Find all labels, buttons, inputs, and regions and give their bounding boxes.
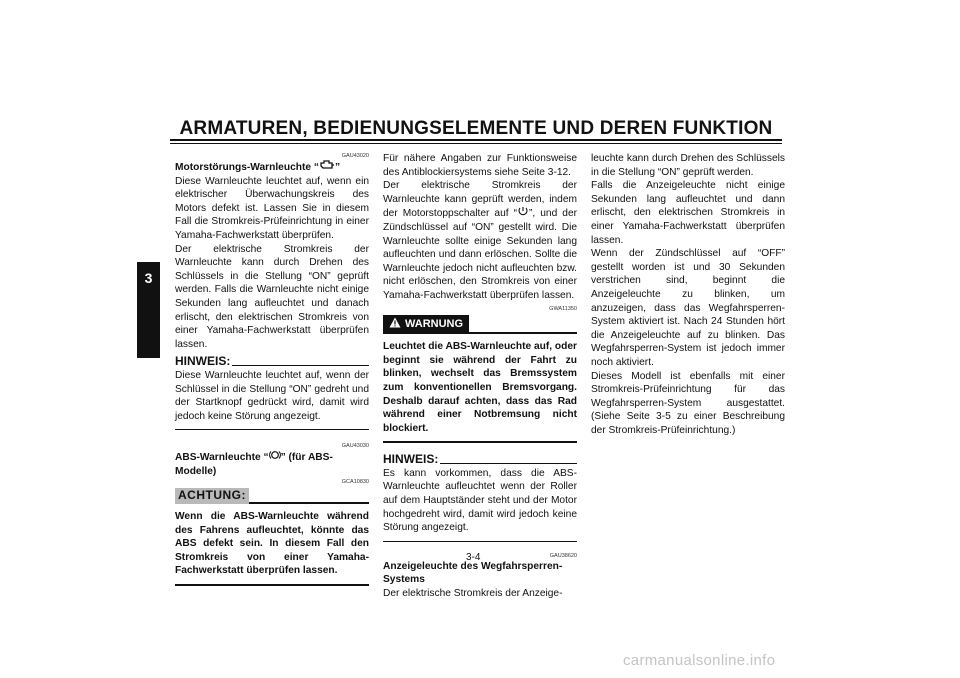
achtung-text: Wenn die ABS-Warnleuchte während des Fahrens aufleuchtet, könnte das ABS defekt sein. In diesem Fall den Stromkreis von einer Yamaha-Fachwerkstatt überprüfen lassen. [175, 511, 369, 577]
title-rule [170, 139, 782, 141]
achtung-header [175, 488, 369, 504]
page-number: 3-4 [466, 552, 481, 563]
hinweis-rule [440, 463, 577, 464]
achtung-rule [249, 502, 369, 504]
reference-code: GAU43020 [341, 153, 369, 159]
engine-icon [319, 160, 335, 175]
run-switch-icon [517, 206, 529, 221]
page-title: ARMATUREN, BEDIENUNGSELEMENTE UND DEREN FUNKTION [179, 118, 773, 139]
paragraph: Diese Warnleuchte leuchtet auf, wenn ein elektrischer Überwachungskreis des Motors defekt ist. Lassen Sie in diesem Fall die Stromkreis-Prüfeinrichtung in einer Yamaha-Fachwerkstatt überprüfen. [175, 175, 369, 241]
achtung-badge: ACHTUNG: [175, 488, 249, 504]
warning-triangle-icon [389, 317, 401, 333]
chapter-tab: 3 [137, 262, 160, 358]
reference-code: GAU38620 [549, 552, 577, 559]
section-heading-immobilizer: Anzeigeleuchte des Wegfahrsperren-Systems [383, 560, 563, 586]
paragraph: Wenn der Zündschlüssel auf “OFF” gestellt worden ist und 30 Sekunden verstrichen sind, beginnt die Anzeigeleuchte zu blinken, um anzuzeigen, dass das Wegfahrsperren-System aktiviert ist. Nach 24 Stunden hört die Anzeigeleuchte auf zu blinken. Das Wegfahrsperren-System ist jedoch immer noch aktiviert. [591, 248, 785, 368]
hinweis-header [383, 453, 577, 467]
paragraph-text-end: ”, und der Zündschlüssel auf “ON” gestellt wird. Die Warnleuchte sollte einige Sekunden lang aufleuchten und dann erlöschen. Sollte die Warnleuchte jedoch nicht aufleuchten bzw. nicht erlöschen, den Stromkreis von einer Yamaha-Fachwerkstatt überprüfen lassen. [383, 208, 577, 301]
warnung-badge [383, 315, 469, 335]
warnung-header [383, 315, 577, 335]
heading-text-end: ” [334, 161, 341, 173]
paragraph: Der elektrische Stromkreis der Warnleuchte kann durch Drehen des Schlüssels in die Stellung “ON” geprüft werden. Falls die Warnleuchte nicht einige Sekunden lang aufleuchtet und danach erlischt, den elektrischen Stromkreis von einer Yamaha-Fachwerkstatt überprüfen lassen. [175, 243, 369, 350]
column-2 [383, 152, 577, 601]
paragraph: Dieses Modell ist ebenfalls mit einer Stromkreis-Prüfeinrichtung für das Wegfahrsperren-System ausgestattet. (Siehe Seite 3-5 zu einer Beschreibung der Stromkreis-Prüfeinrichtung.) [591, 370, 785, 436]
achtung-end-rule [175, 584, 369, 586]
warnung-rule [469, 332, 577, 334]
warnung-text: Leuchtet die ABS-Warnleuchte auf, oder beginnt sie während der Fahrt zu blinken, wechselt das Bremssystem zum konventionellen Bremsvorgang. Deshalb darauf achten, dass das Rad während einer Notbremsung nicht blockiert. [383, 341, 577, 434]
reference-code: GCA10830 [341, 479, 369, 486]
column-3 [591, 152, 785, 437]
watermark: carmanualsonline.info [623, 652, 776, 669]
paragraph-text: Der elektrische Stromkreis der Warnleuchte kann geprüft werden, indem der Motorstoppschalter auf “ [383, 180, 577, 220]
heading-text: ABS-Warnleuchte “ [175, 452, 269, 464]
hinweis-text: Es kann vorkommen, dass die ABS-Warnleuchte aufleuchtet wenn der Roller auf dem Hauptständer steht und der Motor hochgedreht wird, damit wird jedoch keine Störung angezeigt. [383, 467, 577, 534]
title-rule-thin [170, 143, 782, 144]
paragraph: Für nähere Angaben zur Funktionsweise des Antiblockiersystems siehe Seite 3-12. [383, 153, 577, 178]
paragraph: Der elektrische Stromkreis der Anzeige- [383, 588, 563, 600]
hinweis-label: HINWEIS: [175, 354, 231, 369]
reference-code: GAU43030 [341, 443, 369, 450]
heading-text: Motorstörungs-Warnleuchte “ [175, 161, 319, 173]
hinweis-header [175, 355, 369, 369]
section-heading-abs-warning [175, 450, 369, 478]
column-1 [175, 152, 369, 586]
section-heading-engine-warning [175, 160, 369, 175]
heading-text-end: ” (für ABS-Modelle) [175, 452, 333, 477]
hinweis-label: HINWEIS: [383, 452, 439, 467]
paragraph-run-switch [383, 179, 577, 302]
hinweis-text: Diese Warnleuchte leuchtet auf, wenn der Schlüssel in die Stellung “ON” gedreht und der Startknopf gedrückt wird, damit wird jedoch keine Störung angezeigt. [175, 369, 369, 422]
paragraph: leuchte kann durch Drehen des Schlüssels in die Stellung “ON” geprüft werden. [591, 153, 785, 178]
paragraph: Falls die Anzeigeleuchte nicht einige Sekunden lang aufleuchtet und dann erlischt, den elektrischen Stromkreis in einer Yamaha-Fachwerkstatt überprüfen lassen. [591, 180, 785, 246]
abs-icon [269, 450, 281, 465]
reference-code: GWA11350 [549, 305, 577, 312]
warnung-label: WARNUNG [405, 317, 464, 330]
hinweis-rule [232, 365, 369, 366]
